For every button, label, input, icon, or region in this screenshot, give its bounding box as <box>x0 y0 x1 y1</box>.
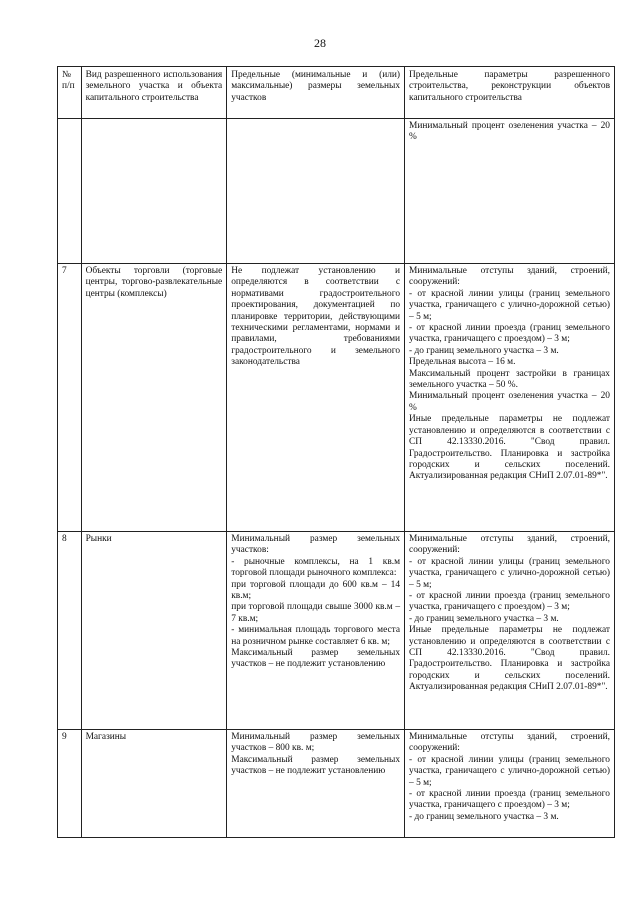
param-line: - от красной линии улицы (границ земельного участка, граничащего с улично-дорожной сетью) – 5 м; <box>409 556 610 590</box>
size-line: Минимальный размер земельных участков: <box>231 534 401 556</box>
zoning-parameters-table <box>57 66 615 838</box>
param-line: - от красной линии проезда (границ земельного участка, граничащего с проездом) – 3 м; <box>409 591 610 613</box>
table-body <box>58 119 615 838</box>
table-row <box>58 730 615 838</box>
param-line: - от красной линии улицы (границ земельного участка, граничащего с улично-дорожной сетью) – 5 м; <box>409 754 610 788</box>
row-number <box>58 119 82 264</box>
param-line: Иные предельные параметры не подлежат установлению и определяются в соответствии с СП 42.13330.2016. "Свод правил. Градостроительство. Планировка и застройка городских и сельских поселений. Актуализированная редакция СНиП 2.07.01-89*". <box>409 414 610 482</box>
size-line: Не подлежат установлению и определяются в соответствии с нормативами градостроительного проектирования, документацией по планировке территории, действующими техническими регламентами, нормами и правилами, требованиями градостроительного и земельного законодательства <box>231 266 401 368</box>
table-header-row <box>58 67 615 119</box>
table-row <box>58 532 615 730</box>
row-plot-size <box>227 532 405 730</box>
header-plot-size: Предельные (минимальные и (или) максимальные) размеры земельных участков <box>227 67 405 119</box>
size-line: - минимальная площадь торгового места на розничном рынке составляет 6 кв. м; <box>231 625 401 647</box>
row-construction-params <box>405 119 615 264</box>
param-line: - до границ земельного участка – 3 м. <box>409 345 559 356</box>
param-line: Минимальный процент озеленения участка – 20 % <box>409 391 610 413</box>
row-number: 8 <box>58 532 82 730</box>
param-line: Минимальные отступы зданий, строений, сооружений: <box>409 266 610 288</box>
param-line: Минимальные отступы зданий, строений, сооружений: <box>409 534 610 556</box>
header-construction-params: Предельные параметры разрешенного строительства, реконструкции объектов капитального строительства <box>405 67 615 119</box>
header-number: № п/п <box>58 67 82 119</box>
row-use-type: Магазины <box>81 730 227 838</box>
row-use-type <box>81 119 227 264</box>
row-plot-size <box>227 264 405 532</box>
row-number: 7 <box>58 264 82 532</box>
param-line: - до границ земельного участка – 3 м. <box>409 613 559 624</box>
row-construction-params <box>405 264 615 532</box>
param-line: Иные предельные параметры не подлежат установлению и определяются в соответствии с СП 42.13330.2016. "Свод правил. Градостроительство. Планировка и застройка городских и сельских поселений. Актуализированная редакция СНиП 2.07.01-89*". <box>409 625 610 693</box>
size-line: Минимальный размер земельных участков – 800 кв. м; <box>231 732 401 754</box>
size-line: при торговой площади свыше 3000 кв.м – 7 кв.м; <box>231 602 401 624</box>
row-construction-params <box>405 730 615 838</box>
param-line: - от красной линии улицы (границ земельного участка, граничащего с улично-дорожной сетью) – 5 м; <box>409 288 610 322</box>
row-use-type: Рынки <box>81 532 227 730</box>
page-number: 28 <box>314 36 326 50</box>
param-line: - от красной линии проезда (границ земельного участка, граничащего с проездом) – 3 м; <box>409 323 610 345</box>
size-line: Максимальный размер земельных участков – не подлежит установлению <box>231 754 401 777</box>
row-plot-size <box>227 119 405 264</box>
param-line: Максимальный процент застройки в границах земельного участка – 50 %. <box>409 368 610 391</box>
row-construction-params <box>405 532 615 730</box>
param-line: - от красной линии проезда (границ земельного участка, граничащего с проездом) – 3 м; <box>409 789 610 811</box>
row-use-type: Объекты торговли (торговые центры, торгово-развлекательные центры (комплексы) <box>81 264 227 532</box>
size-line: Максимальный размер земельных участков – не подлежит установлению <box>231 648 401 670</box>
param-line: Минимальный процент озеленения участка – 20 % <box>409 121 610 143</box>
row-plot-size <box>227 730 405 838</box>
header-use-type: Вид разрешенного использования земельного участка и объекта капитального строительства <box>81 67 227 119</box>
size-line: - рыночные комплексы, на 1 кв.м торговой площади рыночного комплекса: <box>231 556 401 579</box>
param-line: - до границ земельного участка – 3 м. <box>409 811 559 822</box>
param-line: Минимальные отступы зданий, строений, сооружений: <box>409 732 610 754</box>
param-line: Предельная высота – 16 м. <box>409 357 516 368</box>
table-row <box>58 264 615 532</box>
table-row <box>58 119 615 264</box>
size-line: при торговой площади до 600 кв.м – 14 кв.м; <box>231 579 401 602</box>
row-number: 9 <box>58 730 82 838</box>
